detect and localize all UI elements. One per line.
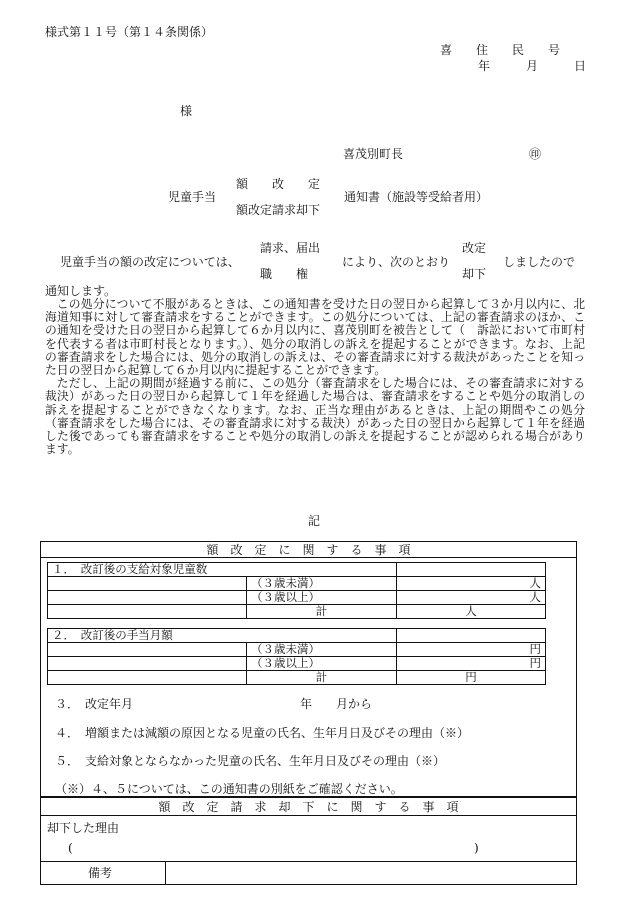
revision-section-header: 額 改 定 に 関 す る 事 項 <box>206 543 411 557</box>
title-prefix: 児童手当 <box>168 190 217 204</box>
intro-action-revise: 改定 <box>462 241 487 255</box>
attachment-note: （※）４、５については、この通知書の別紙をご確認ください。 <box>55 782 403 796</box>
monthly-amount-blank <box>397 629 546 643</box>
under3-label: （３歳未満） <box>247 643 397 657</box>
over3-label: （３歳以上） <box>247 591 397 605</box>
change-reason-item: ４． 増額または減額の原因となる児童の氏名、生年月日及びその理由（※） <box>55 726 470 740</box>
recipient-honorific: 様 <box>180 104 193 118</box>
intro-reason-authority: 職 権 <box>260 267 309 281</box>
under3-amount-cell: 円 <box>397 643 546 657</box>
intro-lead: 児童手当の額の改定については、 <box>60 255 240 269</box>
divider <box>165 861 166 885</box>
seal-mark: ㊞ <box>529 147 542 161</box>
divider <box>40 861 577 862</box>
title-option-rejection: 額改定請求却下 <box>236 203 321 217</box>
child-count-label: １． 改訂後の支給対象児童数 <box>48 563 397 577</box>
title-suffix: 通知書（施設等受給者用） <box>344 190 489 204</box>
count-total-label: 計 <box>247 605 397 619</box>
table-cell <box>48 591 247 605</box>
over3-label: （３歳以上） <box>247 657 397 671</box>
intro-tail: しましたので <box>503 255 576 269</box>
table-cell <box>48 657 247 671</box>
monthly-amount-label: ２． 改訂後の手当月額 <box>48 629 397 643</box>
paren-open: ( <box>68 841 73 855</box>
under3-count-cell: 人 <box>397 577 546 591</box>
amount-total-cell: 円 <box>397 671 546 685</box>
over3-amount-cell: 円 <box>397 657 546 671</box>
table-cell <box>48 643 247 657</box>
under3-label: （３歳未満） <box>247 577 397 591</box>
rejection-reason-label: 却下した理由 <box>47 821 120 835</box>
table-cell <box>48 577 247 591</box>
table-cell <box>48 605 247 619</box>
revision-month-value: 年 月から <box>300 697 373 711</box>
amount-total-label: 計 <box>247 671 397 685</box>
remarks-label: 備考 <box>88 866 113 880</box>
appeal-paragraph-2: ただし、上記の期間が経過する前に、この処分（審査請求をした場合には、その審査請求に対する裁決）があった日の翌日から起算して１年を経過した場合は、審査請求をすることや処分の取消しの訴えを提起することができなくなります。なお、正当な理由があるときは、上記の期間やこの処分（審査請求をした場合には、その審査請求に対する裁決）があった日の翌日から起算して１年を経過した後であっても審査請求をすることや処分の取消しの訴えを提起することが認められる場合があります。 <box>45 376 585 457</box>
monthly-amount-table <box>47 628 546 685</box>
divider <box>40 815 577 816</box>
ki-heading: 記 <box>308 514 321 528</box>
child-count-blank <box>397 563 546 577</box>
appeal-notice-paragraph <box>45 298 585 456</box>
intro-action-reject: 却下 <box>462 267 487 281</box>
intro-reason-request: 請求、届出 <box>260 241 321 255</box>
paren-close: ) <box>474 841 479 855</box>
form-number: 様式第１１号（第１４条関係） <box>45 25 214 39</box>
issuer-name: 喜茂別町長 <box>343 147 404 161</box>
document-number-line: 喜 住 民 号 <box>440 43 561 57</box>
revision-month-label: ３． 改定年月 <box>55 697 134 711</box>
ineligible-children-item: ５． 支給対象とならなかった児童の氏名、生年月日及びその理由（※） <box>55 754 446 768</box>
intro-middle: により、次のとおり <box>342 255 451 269</box>
issue-date-line: 年 月 日 <box>478 59 587 73</box>
count-total-cell: 人 <box>397 605 546 619</box>
over3-count-cell: 人 <box>397 591 546 605</box>
rejection-section-header: 額 改 定 請 求 却 下 に 関 す る 事 項 <box>158 800 459 814</box>
child-count-table <box>47 562 546 619</box>
appeal-paragraph-1: この処分について不服があるときは、この通知書を受けた日の翌日から起算して３か月以内に、北海道知事に対して審査請求をすることができます。この処分については、上記の審査請求のほか、この通知を受けた日の翌日から起算して６か月以内に、喜茂別町を被告として（ 訴訟において市町村を代表する者は市町村長となります。）、処分の取消しの訴えを提起することができます。なお、上記の審査請求をした場合には、処分の取消しの訴えは、その審査請求に対する裁決があったことを知った日の翌日から起算して６か月以内に提起することができます。 <box>45 297 585 378</box>
table-cell <box>48 671 247 685</box>
intro-end: 通知します。 <box>45 284 117 298</box>
title-option-revision: 額 改 定 <box>236 177 321 191</box>
